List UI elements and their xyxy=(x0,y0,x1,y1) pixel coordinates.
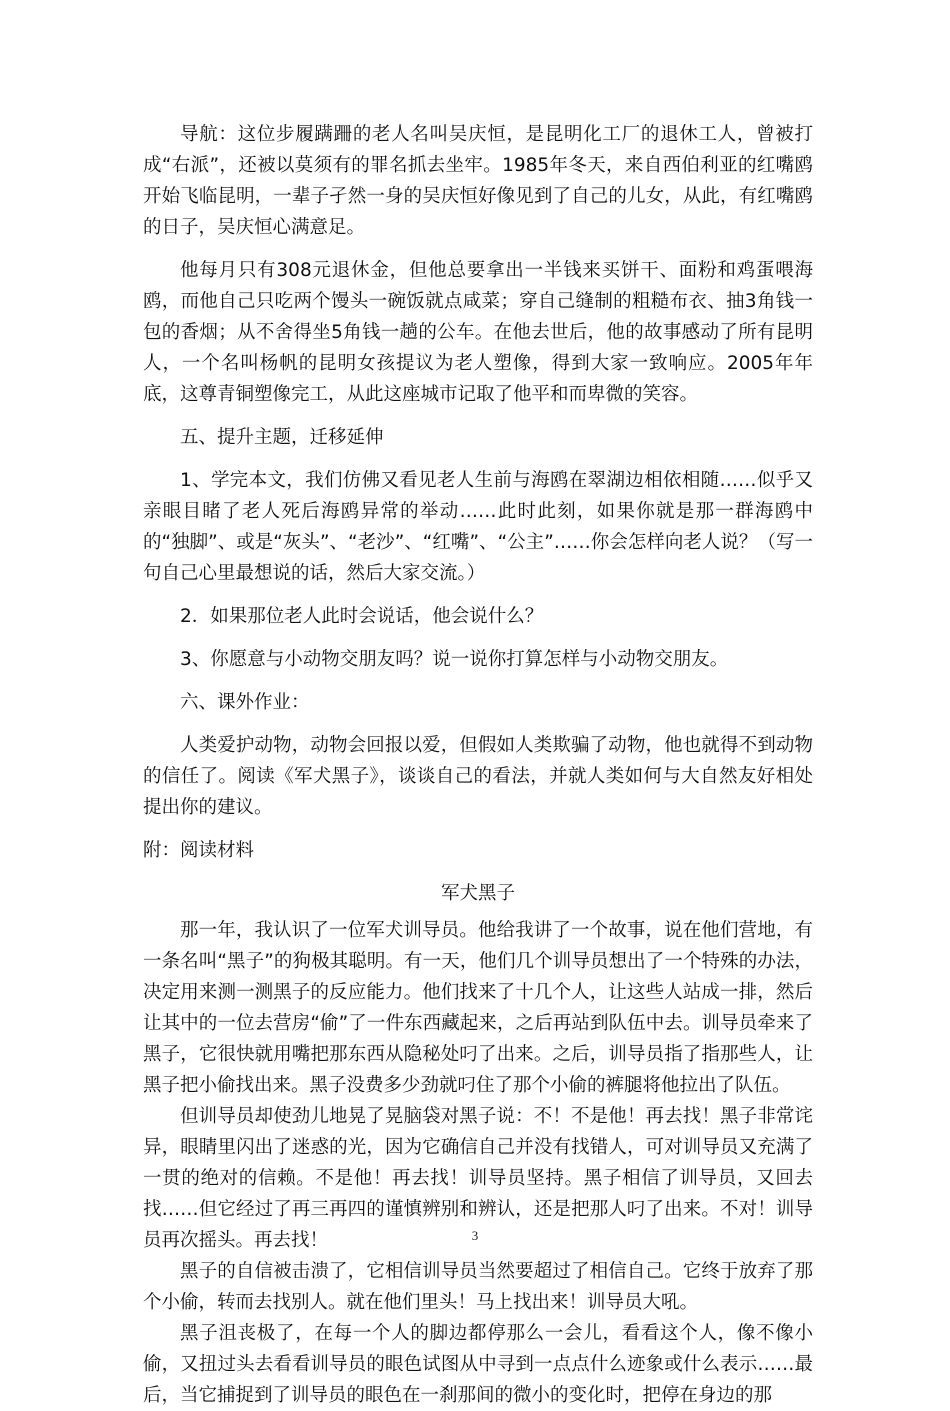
appendix-label: 附：阅读材料 xyxy=(143,840,255,861)
story-paragraph: 那一年，我认识了一位军犬训导员。他给我讲了一个故事，说在他们营地，有一条名叫“黑子”的狗极其聪明。有一天，他们几个训导员想出了一个特殊的办法，决定用来测一测黑子的反应能力。他们找来了十几个人，让这些人站成一排，然后让其中的一位去营房“偷”了一件东西藏起来，之后再站到队伍中去。训导员牵来了黑子，它很快就用嘴把那东西从隐秘处叼了出来。之后，训导员指了指那些人，让黑子把小偷找出来。黑子没费多少劲就叼住了那个小偷的裤腿将他拉出了队伍。 xyxy=(143,920,813,1096)
question-3: 3、你愿意与小动物交朋友吗？说一说你打算怎样与小动物交朋友。 xyxy=(180,649,729,670)
story-paragraph: 黑子沮丧极了，在每一个人的脚边都停那么一会儿，看看这个人，像不像小偷，又扭过头去看看训导员的眼色试图从中寻到一点点什么迹象或什么表示……最后，当它捕捉到了训导员的眼色在一刹那间的微小的变化时，把停在身边的那 xyxy=(143,1323,813,1406)
story-paragraph: 黑子的自信被击溃了，它相信训导员当然要超过了相信自己。它终于放弃了那个小偷，转而去找别人。就在他们里头！马上找出来！训导员大吼。 xyxy=(143,1261,813,1313)
page-content xyxy=(143,119,813,1411)
paragraph-intro: 导航：这位步履蹒跚的老人名叫吴庆恒，是昆明化工厂的退休工人，曾被打成“右派”，还被以莫须有的罪名抓去坐牢。1985年冬天，来自西伯利亚的红嘴鸥开始飞临昆明，一辈子孑然一身的吴庆恒好像见到了自己的儿女，从此，有红嘴鸥的日子，吴庆恒心满意足。 xyxy=(143,124,813,238)
section-heading-six: 六、课外作业： xyxy=(180,692,310,713)
paragraph-pension: 他每月只有308元退休金，但他总要拿出一半钱来买饼干、面粉和鸡蛋喂海鸥，而他自己只吃两个馒头一碗饭就点咸菜；穿自己缝制的粗糙布衣、抽3角钱一包的香烟；从不舍得坐5角钱一趟的公车。在他去世后，他的故事感动了所有昆明人，一个名叫杨帆的昆明女孩提议为老人塑像，得到大家一致响应。2005年年底，这尊青铜塑像完工，从此这座城市记取了他平和而卑微的笑容。 xyxy=(143,260,813,405)
question-1: 1、学完本文，我们仿佛又看见老人生前与海鸥在翠湖边相依相随……似乎又亲眼目睹了老人死后海鸥异常的举动……此时此刻，如果你就是那一群海鸥中的“独脚”、或是“灰头”、“老沙”、“红嘴”、“公主”……你会怎样向老人说？（写一句自己心里最想说的话，然后大家交流。） xyxy=(143,470,813,584)
reading-material xyxy=(143,878,813,1411)
homework-paragraph: 人类爱护动物，动物会回报以爱，但假如人类欺骗了动物，他也就得不到动物的信任了。阅读《军犬黑子》，谈谈自己的看法，并就人类如何与大自然友好相处提出你的建议。 xyxy=(143,735,813,818)
page-number: 3 xyxy=(471,1228,479,1243)
story-paragraph: 但训导员却使劲儿地晃了晃脑袋对黑子说：不！不是他！再去找！黑子非常诧异，眼睛里闪出了迷惑的光，因为它确信自己并没有找错人，可对训导员又充满了一贯的绝对的信赖。不是他！再去找！训导员坚持。黑子相信了训导员，又回去找……但它经过了再三再四的谨慎辨别和辨认，还是把那人叼了出来。不对！训导员再次摇头。再去找！ xyxy=(143,1106,813,1251)
question-2: 2．如果那位老人此时会说话，他会说什么？ xyxy=(180,606,544,627)
story-title: 军犬黑子 xyxy=(440,883,515,904)
section-heading-five: 五、提升主题，迁移延伸 xyxy=(180,427,384,448)
